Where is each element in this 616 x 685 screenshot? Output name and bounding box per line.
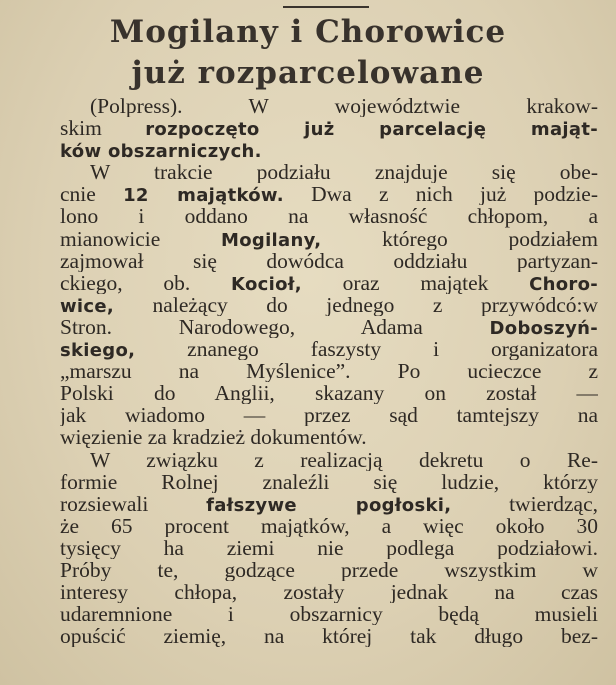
- article-line: [60, 360, 598, 382]
- body-text: że 65 procent majątków, a więc około 30: [60, 514, 598, 537]
- article-line: [60, 603, 598, 625]
- bold-text: wice,: [60, 295, 115, 316]
- body-text: skim: [60, 117, 146, 140]
- top-rule: [283, 6, 369, 8]
- body-text: tysięcy ha ziemi nie podlega podziałowi.: [60, 536, 598, 559]
- body-text: rozsiewali: [60, 492, 207, 515]
- article-line: [60, 493, 598, 515]
- article-line: [60, 161, 598, 183]
- bold-text: rozpoczęto już parcelację mająt-: [145, 119, 598, 140]
- body-text: W trakcie podziału znajduje się obe-: [90, 161, 598, 184]
- article-line: [60, 250, 598, 272]
- body-text: formie Rolnej znaleźli się ludzie, którzy: [60, 470, 598, 493]
- bold-text: Choro-: [529, 273, 598, 294]
- bold-text: 12 majątków.: [123, 185, 284, 206]
- body-text: Stron. Narodowego, Adama: [60, 315, 490, 339]
- article-line: [60, 294, 598, 316]
- bold-text: fałszywe pogłoski,: [206, 494, 452, 515]
- article-line: [60, 625, 598, 647]
- body-text: lono i oddano na własność chłopom, a: [60, 205, 598, 228]
- article-line: [60, 272, 598, 294]
- article-line: [60, 139, 598, 161]
- body-text: (Polpress). W województwie krakow-: [90, 95, 598, 118]
- article-line: [60, 581, 598, 603]
- article-line: [60, 449, 598, 471]
- article-line: [60, 515, 598, 537]
- body-text: mianowicie: [60, 227, 222, 250]
- body-text: „marszu na Myślenice”. Po ucieczce z: [60, 360, 598, 383]
- bold-text: Kocioł,: [231, 273, 302, 294]
- bold-text: Doboszyń-: [489, 317, 598, 339]
- article-line: [60, 382, 598, 404]
- bold-text: skiego,: [60, 340, 136, 361]
- body-text: oraz majątek: [301, 271, 530, 294]
- headline-line-1: Mogilany i Chorowice: [109, 14, 507, 50]
- article-line: [60, 117, 598, 139]
- body-text: zajmował się dowódca oddziału partyzan-: [60, 249, 598, 272]
- bold-text: ków obszarniczych.: [60, 141, 262, 162]
- article-body: [60, 95, 598, 647]
- body-text: cnie: [60, 183, 124, 206]
- article-line: [60, 95, 598, 117]
- article-line: [60, 316, 598, 338]
- body-text: twierdząc,: [451, 492, 598, 515]
- article-line: [60, 559, 598, 581]
- body-text: ckiego, ob.: [60, 271, 232, 294]
- body-text: Polski do Anglii, skazany on został —: [60, 382, 598, 405]
- article-line: [60, 228, 598, 250]
- body-text: jak wiadomo — przez sąd tamtejszy na: [60, 404, 598, 427]
- article-line: [60, 537, 598, 559]
- body-text: więzienie za kradzież dokumentów.: [60, 426, 367, 449]
- body-text: Próby te, godzące przede wszystkim w: [60, 558, 598, 582]
- body-text: Dwa z nich już podzie-: [283, 183, 598, 206]
- body-text: znanego faszysty i organizatora: [135, 338, 598, 361]
- body-text: należący do jednego z przywódcó:w: [114, 293, 598, 316]
- body-text: W związku z realizacją dekretu o Re-: [90, 448, 598, 471]
- body-text: udaremnione i obszarnicy będą musieli: [60, 603, 598, 626]
- article-line: [60, 338, 598, 360]
- article-line: [60, 404, 598, 426]
- article-line: [60, 205, 598, 227]
- article-line: [60, 426, 598, 448]
- body-text: interesy chłopa, zostały jednak na czas: [60, 581, 598, 604]
- body-text: którego podziałem: [321, 227, 598, 250]
- body-text: opuścić ziemię, na której tak długo bez-: [60, 625, 598, 648]
- bold-text: Mogilany,: [221, 229, 322, 250]
- article-line: [60, 471, 598, 493]
- headline-line-2: już rozparcelowane: [131, 55, 485, 91]
- article-line: [60, 183, 598, 205]
